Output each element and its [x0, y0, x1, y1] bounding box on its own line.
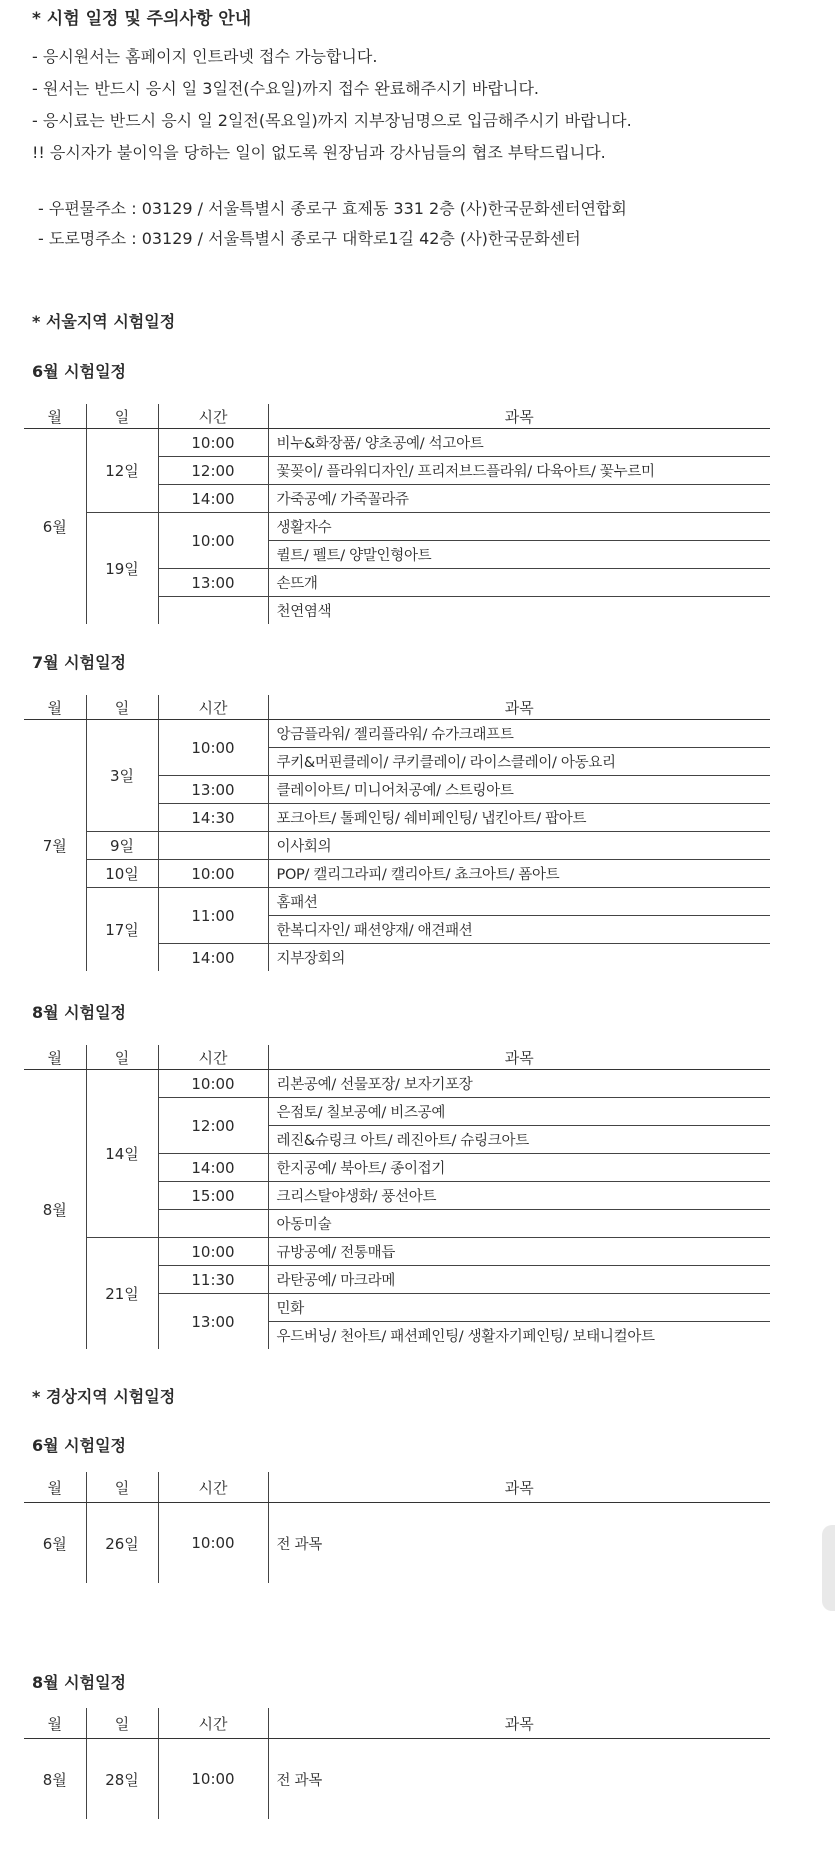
- table-row: [24, 832, 770, 860]
- postal-address: - 우편물주소 : 03129 / 서울특별시 종로구 효제동 331 2층 (사)한국문화센터연합회: [38, 199, 627, 218]
- subject-cell: 포크아트/ 톨페인팅/ 쉐비페인팅/ 냅킨아트/ 팝아트: [268, 804, 770, 832]
- table-row: [24, 860, 770, 888]
- gyeongsang-august-table: [24, 1708, 770, 1819]
- header-subject: 과목: [268, 695, 770, 720]
- subject-cell: 앙금플라워/ 젤리플라워/ 슈가크래프트: [268, 720, 770, 748]
- seoul-section-title: * 서울지역 시험일정: [32, 312, 176, 331]
- gyeongsang-june-table: [24, 1472, 770, 1583]
- subject-cell: 전 과목: [268, 1503, 770, 1584]
- time-cell: 10:00: [158, 429, 268, 457]
- header-month: 월: [24, 695, 86, 720]
- table-row: [24, 1503, 770, 1584]
- subject-cell: 꽃꽂이/ 플라워디자인/ 프리저브드플라워/ 다육아트/ 꽃누르미: [268, 457, 770, 485]
- time-cell: 13:00: [158, 776, 268, 804]
- seoul-june-title: 6월 시험일정: [32, 362, 126, 381]
- subject-cell: POP/ 캘리그라피/ 캘리아트/ 쵸크아트/ 폼아트: [268, 860, 770, 888]
- seoul-august-title: 8월 시험일정: [32, 1003, 126, 1022]
- table-row: [24, 720, 770, 748]
- subject-cell: 지부장회의: [268, 944, 770, 972]
- subject-cell: 쿠키&머핀클레이/ 쿠키클레이/ 라이스클레이/ 아동요리: [268, 748, 770, 776]
- subject-cell: 홈패션: [268, 888, 770, 916]
- time-cell: 10:00: [158, 1238, 268, 1266]
- scroll-handle[interactable]: [822, 1525, 835, 1611]
- time-cell: 10:00: [158, 1503, 268, 1584]
- subject-cell: 퀼트/ 펠트/ 양말인형아트: [268, 541, 770, 569]
- gyeongsang-section-title: * 경상지역 시험일정: [32, 1387, 176, 1406]
- month-cell: 6월: [42, 1534, 67, 1553]
- time-cell: 12:00: [158, 457, 268, 485]
- month-cell: 8월: [42, 1201, 67, 1219]
- time-cell: 13:00: [158, 569, 268, 597]
- time-cell: 14:00: [158, 944, 268, 972]
- header-month: 월: [24, 1045, 86, 1070]
- time-cell: 13:00: [158, 1294, 268, 1350]
- subject-cell: 아동미술: [268, 1210, 770, 1238]
- table-row: [24, 429, 770, 457]
- day-cell: 28일: [86, 1739, 158, 1820]
- header-time: 시간: [158, 1472, 268, 1503]
- header-month: 월: [24, 1472, 86, 1503]
- table-row: [24, 513, 770, 541]
- header-time: 시간: [158, 1045, 268, 1070]
- seoul-june-table: [24, 404, 770, 624]
- time-cell: 14:00: [158, 485, 268, 513]
- day-cell: 10일: [86, 860, 158, 888]
- month-cell: 6월: [42, 518, 67, 536]
- subject-cell: 손뜨개: [268, 569, 770, 597]
- day-cell: 26일: [86, 1503, 158, 1584]
- seoul-july-table: [24, 695, 770, 971]
- header-day: 일: [86, 1472, 158, 1503]
- time-cell: 10:00: [158, 513, 268, 569]
- header-subject: 과목: [268, 404, 770, 429]
- time-cell: 15:00: [158, 1182, 268, 1210]
- subject-cell: 규방공예/ 전통매듭: [268, 1238, 770, 1266]
- page-title: * 시험 일정 및 주의사항 안내: [32, 9, 252, 29]
- gyeongsang-august-title: 8월 시험일정: [32, 1673, 126, 1692]
- subject-cell: 리본공예/ 선물포장/ 보자기포장: [268, 1070, 770, 1098]
- time-cell: 10:00: [158, 1070, 268, 1098]
- gyeongsang-june-title: 6월 시험일정: [32, 1436, 126, 1455]
- time-cell: 12:00: [158, 1098, 268, 1154]
- notice-line: - 응시료는 반드시 응시 일 2일전(목요일)까지 지부장님명으로 입금해주시기 바랍니다.: [32, 111, 632, 130]
- header-subject: 과목: [268, 1472, 770, 1503]
- header-subject: 과목: [268, 1708, 770, 1739]
- time-cell: [158, 597, 268, 625]
- time-cell: [158, 832, 268, 860]
- table-row: [24, 888, 770, 916]
- table-row: [24, 1739, 770, 1820]
- header-day: 일: [86, 404, 158, 429]
- subject-cell: 이사회의: [268, 832, 770, 860]
- subject-cell: 민화: [268, 1294, 770, 1322]
- subject-cell: 한복디자인/ 패션양재/ 애견패션: [268, 916, 770, 944]
- subject-cell: 우드버닝/ 천아트/ 패션페인팅/ 생활자기페인팅/ 보태니컬아트: [268, 1322, 770, 1350]
- subject-cell: 레진&슈링크 아트/ 레진아트/ 슈링크아트: [268, 1126, 770, 1154]
- header-day: 일: [86, 1708, 158, 1739]
- day-cell: 19일: [86, 513, 158, 625]
- time-cell: [158, 1210, 268, 1238]
- time-cell: 10:00: [158, 1739, 268, 1820]
- road-address: - 도로명주소 : 03129 / 서울특별시 종로구 대학로1길 42층 (사)한국문화센터: [38, 229, 581, 248]
- header-month: 월: [24, 1708, 86, 1739]
- day-cell: 17일: [86, 888, 158, 972]
- header-day: 일: [86, 1045, 158, 1070]
- time-cell: 11:00: [158, 888, 268, 944]
- notice-line: - 응시원서는 홈페이지 인트라넷 접수 가능합니다.: [32, 47, 378, 66]
- subject-cell: 천연염색: [268, 597, 770, 625]
- time-cell: 11:30: [158, 1266, 268, 1294]
- time-cell: 14:30: [158, 804, 268, 832]
- notice-line: - 원서는 반드시 응시 일 3일전(수요일)까지 접수 완료해주시기 바랍니다.: [32, 79, 539, 98]
- seoul-july-title: 7월 시험일정: [32, 653, 126, 672]
- time-cell: 10:00: [158, 860, 268, 888]
- table-row: [24, 1070, 770, 1098]
- subject-cell: 비누&화장품/ 양초공예/ 석고아트: [268, 429, 770, 457]
- subject-cell: 은점토/ 칠보공예/ 비즈공예: [268, 1098, 770, 1126]
- month-cell: 8월: [42, 1770, 67, 1789]
- day-cell: 12일: [86, 429, 158, 513]
- header-month: 월: [24, 404, 86, 429]
- subject-cell: 전 과목: [268, 1739, 770, 1820]
- subject-cell: 생활자수: [268, 513, 770, 541]
- subject-cell: 가죽공예/ 가죽꼴라쥬: [268, 485, 770, 513]
- day-cell: 9일: [86, 832, 158, 860]
- subject-cell: 라탄공예/ 마크라메: [268, 1266, 770, 1294]
- time-cell: 14:00: [158, 1154, 268, 1182]
- header-time: 시간: [158, 404, 268, 429]
- header-day: 일: [86, 695, 158, 720]
- subject-cell: 한지공예/ 북아트/ 종이접기: [268, 1154, 770, 1182]
- header-time: 시간: [158, 695, 268, 720]
- day-cell: 14일: [86, 1070, 158, 1238]
- header-subject: 과목: [268, 1045, 770, 1070]
- subject-cell: 클레이아트/ 미니어처공예/ 스트링아트: [268, 776, 770, 804]
- header-time: 시간: [158, 1708, 268, 1739]
- subject-cell: 크리스탈야생화/ 풍선아트: [268, 1182, 770, 1210]
- notice-line: !! 응시자가 불이익을 당하는 일이 없도록 원장님과 강사님들의 협조 부탁드립니다.: [32, 143, 606, 162]
- month-cell: 7월: [42, 837, 67, 855]
- time-cell: 10:00: [158, 720, 268, 776]
- table-row: [24, 1238, 770, 1266]
- day-cell: 21일: [86, 1238, 158, 1350]
- day-cell: 3일: [86, 720, 158, 832]
- seoul-august-table: [24, 1045, 770, 1349]
